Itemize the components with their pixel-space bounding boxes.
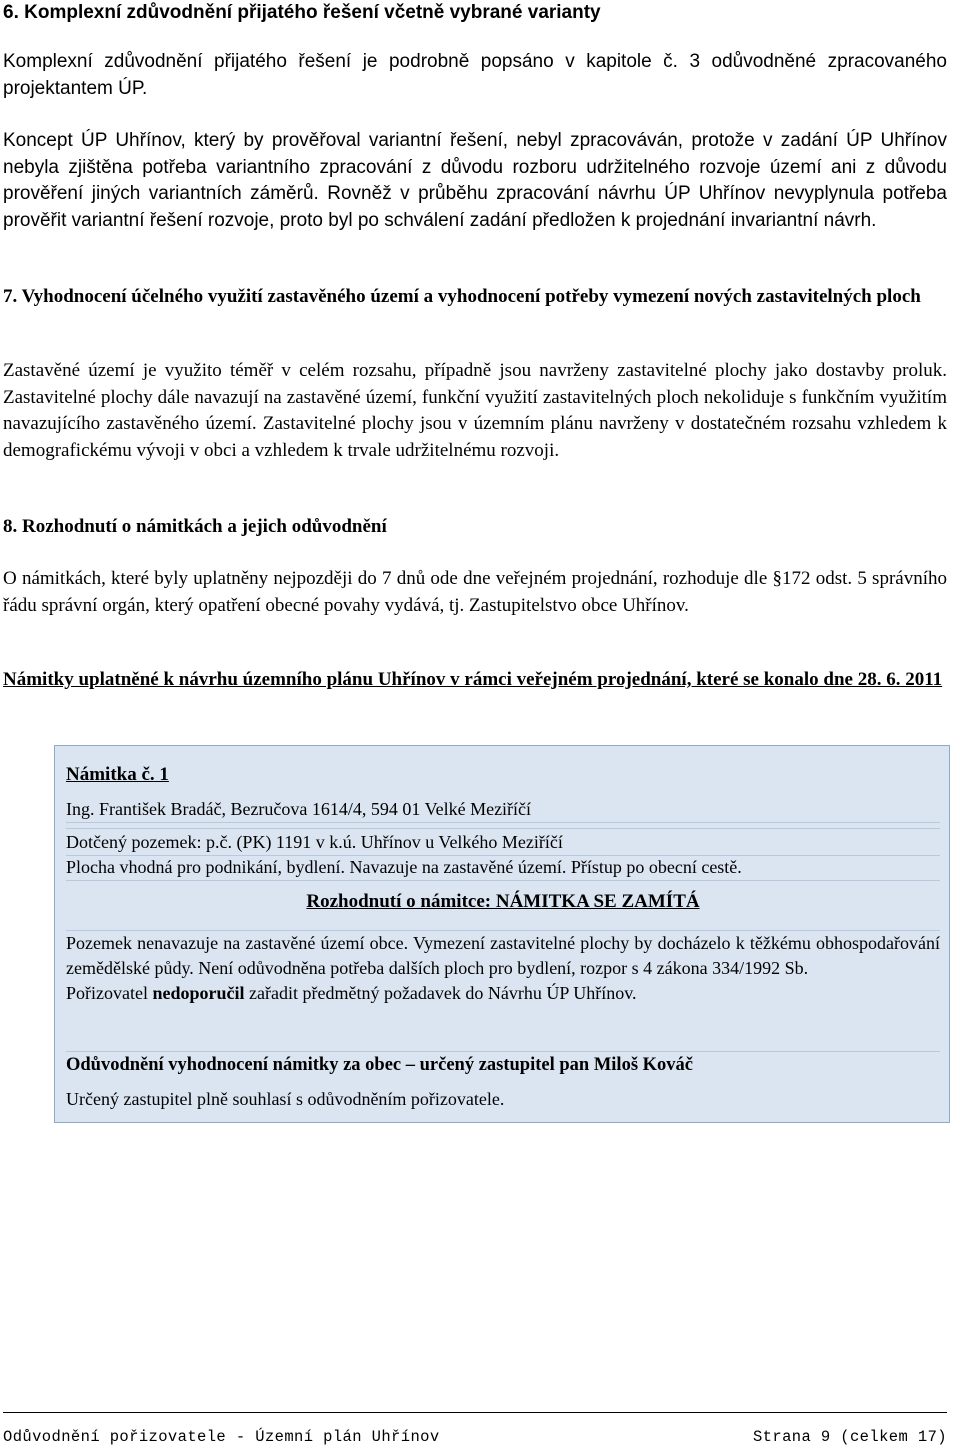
recommend-bold: nedoporučil (152, 983, 245, 1003)
objection-final-statement: Určený zastupitel plně souhlasí s odůvodněním pořizovatele. (66, 1089, 505, 1109)
objection-request: Plocha vhodná pro podnikání, bydlení. Navazuje na zastavěné území. Přístup po obecní cestě. (66, 854, 940, 881)
footer-page-number: Strana 9 (celkem 17) (752, 1428, 947, 1446)
objection-reason (66, 930, 940, 1006)
objection-parcel: Dotčený pozemek: p.č. (PK) 1191 v k.ú. Uhřínov u Velkého Meziříčí (66, 828, 940, 856)
section-7-paragraph: Zastavěné území je využito téměř v celém rozsahu, případně jsou navrženy zastavitelné plochy jako dostavby proluk. Zastavitelné plochy dále navazují na zastavěné území, funkční využití zastavitelných ploch nekoliduje s funkčním využitím navazujícího zastavěného území. Zastavitelné plochy jsou v územním plánu navrženy v dostatečném rozsahu vzhledem k demografickému vývoji v obci a vzhledem k trvale udržitelnému rozvoji. (3, 360, 947, 461)
objection-box (54, 745, 950, 1123)
recommend-pre: Pořizovatel (66, 983, 153, 1003)
footer-rule (3, 1412, 947, 1413)
section-6-paragraph-1: Komplexní zdůvodnění přijatého řešení je podrobně popsáno v kapitole č. 3 odůvodněné zpracovaného projektantem ÚP. (3, 51, 947, 99)
section-6-heading: 6. Komplexní zdůvodnění přijatého řešení včetně vybrané varianty (3, 2, 601, 23)
section-6-paragraph-2 (3, 128, 947, 234)
section-8-heading: 8. Rozhodnutí o námitkách a jejich odůvodnění (3, 516, 387, 537)
footer-document-title: Odůvodnění pořizovatele - Územní plán Uhřínov (3, 1428, 440, 1446)
objection-reason-text: Pozemek nenavazuje na zastavěné území obce. Vymezení zastavitelné plochy by docházelo k těžkému obhospodařování zemědělské půdy. Není odůvodněna potřeba dalších ploch pro bydlení, rozpor s 4 zákona 334/1992 Sb. (66, 933, 940, 978)
objection-author: Ing. František Bradáč, Bezručova 1614/4, 594 01 Velké Meziříčí (66, 796, 940, 823)
recommend-post: zařadit předmětný požadavek do Návrhu ÚP Uhřínov. (244, 983, 637, 1003)
section-6-paragraph-2-part-a: Koncept ÚP Uhřínov, který by prověřoval variantní řešení, nebyl zpracováván, protože v zadání ÚP Uhřínov nebyla zjištěna potřeba variantního zpracování z důvodu rozboru udržitelného rozvoje území ani z důvodu prověření jiných variantních záměrů. (3, 130, 947, 204)
section-8-paragraph: O námitkách, které byly uplatněny nejpozději do 7 dnů ode dne veřejném projednání, rozhoduje dle §172 odst. 5 správního řádu správní orgán, který opatření obecné povahy vydává, tj. Zastupitelstvo obce Uhřínov. (3, 568, 947, 616)
objection-decision: Rozhodnutí o námitce: NÁMITKA SE ZAMÍTÁ (306, 891, 700, 912)
section-6-paragraph-2-part-b: Rovněž v průběhu zpracování návrhu ÚP Uhřínov nevyplynula potřeba prověřit variantní řešení rozvoje, proto byl po schválení zadání předložen k projednání invariantní návrh. (3, 183, 947, 231)
section-7-heading: 7. Vyhodnocení účelného využití zastavěného území a vyhodnocení potřeby vymezení nových zastavitelných ploch (3, 286, 921, 307)
objection-title: Námitka č. 1 (66, 764, 169, 785)
objection-sub-heading: Odůvodnění vyhodnocení námitky za obec – určený zastupitel pan Miloš Kováč (66, 1051, 940, 1078)
objections-heading: Námitky uplatněné k návrhu územního plánu Uhřínov v rámci veřejném projednání, které se konalo dne 28. 6. 2011 (3, 669, 943, 690)
